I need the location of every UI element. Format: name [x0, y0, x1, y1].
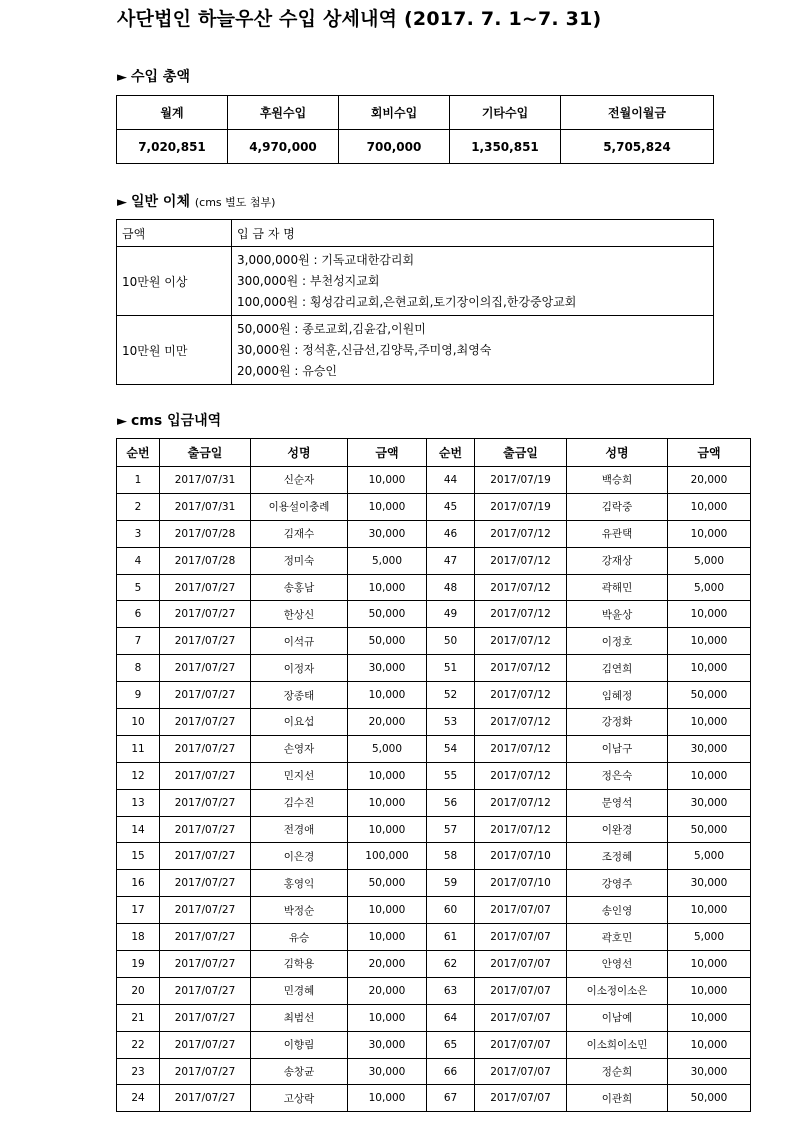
cell-date: 2017/07/27 [160, 897, 251, 924]
cell-name: 손영자 [251, 735, 348, 762]
cell-date: 2017/07/12 [475, 601, 567, 628]
cell-name: 곽해민 [567, 574, 668, 601]
cell-name: 고상락 [251, 1085, 348, 1112]
header-date: 출금일 [475, 439, 567, 467]
table-row [117, 247, 714, 316]
cell-seq: 53 [427, 709, 475, 736]
table-row [117, 628, 751, 655]
cell-amount: 20,000 [668, 467, 751, 494]
cell-date: 2017/07/27 [160, 628, 251, 655]
arrow-right-icon: ► [117, 70, 127, 85]
cell-date: 2017/07/19 [475, 467, 567, 494]
cell-seq: 15 [117, 843, 160, 870]
header-amount: 금액 [348, 439, 427, 467]
cell-date: 2017/07/07 [475, 1004, 567, 1031]
cell-amount: 10,000 [668, 493, 751, 520]
table-row [117, 1085, 751, 1112]
header-total: 월계 [117, 96, 228, 130]
cell-amount: 30,000 [348, 1031, 427, 1058]
table-row [117, 762, 751, 789]
cell-seq: 52 [427, 682, 475, 709]
cell-name: 이소정이소은 [567, 977, 668, 1004]
cell-seq: 51 [427, 655, 475, 682]
depositor-list [232, 316, 714, 385]
cell-seq: 9 [117, 682, 160, 709]
cell-date: 2017/07/27 [160, 1004, 251, 1031]
cell-seq: 16 [117, 870, 160, 897]
cell-name: 강정화 [567, 709, 668, 736]
cell-date: 2017/07/27 [160, 951, 251, 978]
table-header-row [117, 220, 714, 247]
table-row [117, 870, 751, 897]
table-row [117, 897, 751, 924]
cell-amount: 10,000 [668, 520, 751, 547]
cell-name: 송창균 [251, 1058, 348, 1085]
header-name: 성명 [251, 439, 348, 467]
cell-amount: 10,000 [348, 682, 427, 709]
cell-amount: 30,000 [348, 520, 427, 547]
cell-date: 2017/07/27 [160, 870, 251, 897]
cell-name: 조정혜 [567, 843, 668, 870]
cell-name: 장종태 [251, 682, 348, 709]
cell-amount: 30,000 [668, 735, 751, 762]
cell-name: 이용설이충례 [251, 493, 348, 520]
cell-name: 문영석 [567, 789, 668, 816]
cell-date: 2017/07/27 [160, 574, 251, 601]
cell-name: 강재상 [567, 547, 668, 574]
table-row [117, 574, 751, 601]
cell-date: 2017/07/12 [475, 709, 567, 736]
cell-seq: 4 [117, 547, 160, 574]
cell-seq: 49 [427, 601, 475, 628]
value-total: 7,020,851 [117, 130, 228, 164]
value-donation: 4,970,000 [228, 130, 339, 164]
cell-amount: 5,000 [668, 574, 751, 601]
header-name: 성명 [567, 439, 668, 467]
cell-seq: 6 [117, 601, 160, 628]
cell-seq: 48 [427, 574, 475, 601]
cell-amount: 10,000 [348, 816, 427, 843]
table-row [117, 951, 751, 978]
cell-name: 민지선 [251, 762, 348, 789]
cell-date: 2017/07/12 [475, 547, 567, 574]
depositor-line: 30,000원 : 정석훈,신금선,김양묵,주미영,최영숙 [237, 342, 492, 357]
cell-date: 2017/07/07 [475, 897, 567, 924]
cell-amount: 20,000 [348, 951, 427, 978]
cell-amount: 10,000 [668, 1031, 751, 1058]
cell-seq: 8 [117, 655, 160, 682]
cell-date: 2017/07/28 [160, 547, 251, 574]
cell-seq: 45 [427, 493, 475, 520]
header-depositor: 입 금 자 명 [232, 220, 714, 247]
arrow-right-icon: ► [117, 414, 127, 429]
cell-name: 김수진 [251, 789, 348, 816]
cell-amount: 10,000 [668, 897, 751, 924]
header-seq: 순번 [117, 439, 160, 467]
cell-date: 2017/07/27 [160, 1058, 251, 1085]
table-header-row [117, 96, 714, 130]
cell-seq: 18 [117, 924, 160, 951]
cell-seq: 47 [427, 547, 475, 574]
cell-seq: 12 [117, 762, 160, 789]
cell-date: 2017/07/07 [475, 977, 567, 1004]
cell-amount: 50,000 [348, 601, 427, 628]
cell-amount: 10,000 [348, 467, 427, 494]
table-row [117, 316, 714, 385]
cell-date: 2017/07/31 [160, 467, 251, 494]
cell-name: 전경애 [251, 816, 348, 843]
header-membership: 회비수입 [339, 96, 450, 130]
section-note: (cms 별도 첨부) [194, 196, 276, 209]
cell-amount: 10,000 [668, 762, 751, 789]
cell-seq: 2 [117, 493, 160, 520]
page-title: 사단법인 하늘우산 수입 상세내역 (2017. 7. 1~7. 31) [117, 8, 602, 30]
cell-date: 2017/07/31 [160, 493, 251, 520]
cell-date: 2017/07/27 [160, 655, 251, 682]
cell-seq: 60 [427, 897, 475, 924]
cell-amount: 10,000 [348, 493, 427, 520]
cell-date: 2017/07/12 [475, 735, 567, 762]
cell-name: 최범선 [251, 1004, 348, 1031]
cell-amount: 20,000 [348, 709, 427, 736]
cell-amount: 10,000 [348, 1085, 427, 1112]
cell-name: 신순자 [251, 467, 348, 494]
cell-date: 2017/07/27 [160, 843, 251, 870]
cell-amount: 50,000 [668, 682, 751, 709]
cell-amount: 10,000 [348, 789, 427, 816]
cell-name: 이은경 [251, 843, 348, 870]
table-row [117, 924, 751, 951]
table-row [117, 735, 751, 762]
cell-name: 강영주 [567, 870, 668, 897]
cell-date: 2017/07/12 [475, 655, 567, 682]
table-row [117, 977, 751, 1004]
cell-amount: 100,000 [348, 843, 427, 870]
cell-name: 이요섭 [251, 709, 348, 736]
cell-date: 2017/07/12 [475, 762, 567, 789]
section-title: cms 입금내역 [131, 413, 222, 429]
value-carryover: 5,705,824 [561, 130, 714, 164]
cell-seq: 55 [427, 762, 475, 789]
cell-date: 2017/07/27 [160, 1031, 251, 1058]
cell-name: 곽호민 [567, 924, 668, 951]
cell-date: 2017/07/27 [160, 977, 251, 1004]
cell-amount: 5,000 [668, 547, 751, 574]
cell-date: 2017/07/12 [475, 520, 567, 547]
arrow-right-icon: ► [117, 195, 127, 210]
amount-range-label: 10만원 이상 [117, 247, 232, 316]
header-seq: 순번 [427, 439, 475, 467]
cell-seq: 58 [427, 843, 475, 870]
cell-amount: 10,000 [668, 628, 751, 655]
cell-seq: 61 [427, 924, 475, 951]
table-row [117, 1004, 751, 1031]
cell-seq: 10 [117, 709, 160, 736]
cell-name: 이석규 [251, 628, 348, 655]
cell-name: 이소희이소민 [567, 1031, 668, 1058]
cell-seq: 14 [117, 816, 160, 843]
cell-name: 정은숙 [567, 762, 668, 789]
cell-date: 2017/07/10 [475, 870, 567, 897]
cell-name: 이정호 [567, 628, 668, 655]
cell-date: 2017/07/27 [160, 682, 251, 709]
section-title: 일반 이체 [131, 194, 190, 210]
cell-amount: 5,000 [668, 924, 751, 951]
table-row [117, 467, 751, 494]
cell-date: 2017/07/27 [160, 735, 251, 762]
cell-seq: 11 [117, 735, 160, 762]
cell-date: 2017/07/07 [475, 951, 567, 978]
header-amount: 금액 [117, 220, 232, 247]
cell-amount: 10,000 [668, 601, 751, 628]
cell-date: 2017/07/07 [475, 924, 567, 951]
section-heading-summary [117, 66, 190, 86]
cell-date: 2017/07/12 [475, 682, 567, 709]
table-row [117, 601, 751, 628]
cell-seq: 67 [427, 1085, 475, 1112]
cell-amount: 10,000 [668, 709, 751, 736]
cell-name: 김락중 [567, 493, 668, 520]
section-title: 수입 총액 [131, 69, 190, 85]
cell-seq: 62 [427, 951, 475, 978]
cell-date: 2017/07/12 [475, 816, 567, 843]
cell-amount: 50,000 [348, 870, 427, 897]
cell-amount: 10,000 [668, 977, 751, 1004]
cell-name: 박정순 [251, 897, 348, 924]
cell-name: 이남예 [567, 1004, 668, 1031]
cell-name: 송홍남 [251, 574, 348, 601]
cell-amount: 10,000 [348, 897, 427, 924]
cell-name: 김재수 [251, 520, 348, 547]
cell-name: 정미숙 [251, 547, 348, 574]
amount-range-label: 10만원 미만 [117, 316, 232, 385]
cell-date: 2017/07/07 [475, 1058, 567, 1085]
cell-seq: 20 [117, 977, 160, 1004]
cell-seq: 50 [427, 628, 475, 655]
depositor-line: 3,000,000원 : 기독교대한감리회 [237, 252, 415, 267]
header-amount: 금액 [668, 439, 751, 467]
cell-seq: 65 [427, 1031, 475, 1058]
depositor-line: 100,000원 : 횡성감리교회,은현교회,토기장이의집,한강중앙교회 [237, 294, 577, 309]
cell-date: 2017/07/27 [160, 762, 251, 789]
cell-name: 유승 [251, 924, 348, 951]
cell-name: 이남구 [567, 735, 668, 762]
value-other: 1,350,851 [450, 130, 561, 164]
cell-amount: 30,000 [668, 1058, 751, 1085]
cell-seq: 46 [427, 520, 475, 547]
cell-seq: 21 [117, 1004, 160, 1031]
cell-name: 안영선 [567, 951, 668, 978]
cell-date: 2017/07/27 [160, 709, 251, 736]
cell-name: 박윤상 [567, 601, 668, 628]
cell-name: 김연희 [567, 655, 668, 682]
cell-amount: 10,000 [668, 1004, 751, 1031]
cell-amount: 10,000 [348, 1004, 427, 1031]
header-date: 출금일 [160, 439, 251, 467]
cell-seq: 63 [427, 977, 475, 1004]
table-row [117, 493, 751, 520]
table-row [117, 789, 751, 816]
cell-seq: 19 [117, 951, 160, 978]
cell-name: 이관희 [567, 1085, 668, 1112]
header-carryover: 전월이월금 [561, 96, 714, 130]
table-header-row [117, 439, 751, 467]
cell-name: 민경혜 [251, 977, 348, 1004]
cell-date: 2017/07/27 [160, 601, 251, 628]
cell-seq: 22 [117, 1031, 160, 1058]
depositor-line: 300,000원 : 부천성지교회 [237, 273, 380, 288]
table-row [117, 130, 714, 164]
cell-amount: 50,000 [348, 628, 427, 655]
cell-name: 이완경 [567, 816, 668, 843]
cell-amount: 5,000 [668, 843, 751, 870]
depositor-line: 50,000원 : 종로교회,김윤갑,이원미 [237, 321, 426, 336]
cell-name: 유관택 [567, 520, 668, 547]
cell-seq: 54 [427, 735, 475, 762]
cell-amount: 10,000 [348, 762, 427, 789]
cell-amount: 50,000 [668, 816, 751, 843]
cell-seq: 24 [117, 1085, 160, 1112]
cell-amount: 30,000 [348, 1058, 427, 1085]
cell-name: 한상신 [251, 601, 348, 628]
cell-seq: 3 [117, 520, 160, 547]
depositor-line: 20,000원 : 유승인 [237, 363, 338, 378]
cell-seq: 64 [427, 1004, 475, 1031]
table-row [117, 1031, 751, 1058]
cell-name: 이향림 [251, 1031, 348, 1058]
cell-date: 2017/07/27 [160, 816, 251, 843]
cell-name: 이정자 [251, 655, 348, 682]
table-row [117, 682, 751, 709]
cell-date: 2017/07/27 [160, 1085, 251, 1112]
cell-name: 백승희 [567, 467, 668, 494]
cell-seq: 44 [427, 467, 475, 494]
cell-name: 홍영익 [251, 870, 348, 897]
table-row [117, 709, 751, 736]
cell-name: 임혜정 [567, 682, 668, 709]
cell-amount: 10,000 [668, 951, 751, 978]
cell-name: 김학용 [251, 951, 348, 978]
section-heading-transfer [117, 191, 275, 211]
cell-name: 송인영 [567, 897, 668, 924]
header-donation: 후원수입 [228, 96, 339, 130]
cell-date: 2017/07/27 [160, 924, 251, 951]
cell-seq: 56 [427, 789, 475, 816]
cell-name: 정순희 [567, 1058, 668, 1085]
cms-table-body [117, 467, 751, 1112]
value-membership: 700,000 [339, 130, 450, 164]
cell-date: 2017/07/27 [160, 789, 251, 816]
cell-date: 2017/07/12 [475, 574, 567, 601]
table-row [117, 520, 751, 547]
cell-amount: 20,000 [348, 977, 427, 1004]
cell-seq: 7 [117, 628, 160, 655]
cell-amount: 30,000 [668, 789, 751, 816]
cell-seq: 13 [117, 789, 160, 816]
cell-date: 2017/07/10 [475, 843, 567, 870]
cell-amount: 5,000 [348, 547, 427, 574]
cell-amount: 50,000 [668, 1085, 751, 1112]
cell-date: 2017/07/28 [160, 520, 251, 547]
cell-date: 2017/07/19 [475, 493, 567, 520]
cell-amount: 30,000 [348, 655, 427, 682]
header-other: 기타수입 [450, 96, 561, 130]
table-row [117, 655, 751, 682]
cell-seq: 66 [427, 1058, 475, 1085]
cell-date: 2017/07/07 [475, 1031, 567, 1058]
table-row [117, 816, 751, 843]
cell-seq: 5 [117, 574, 160, 601]
cell-amount: 10,000 [348, 574, 427, 601]
cell-seq: 59 [427, 870, 475, 897]
cell-seq: 1 [117, 467, 160, 494]
cell-date: 2017/07/07 [475, 1085, 567, 1112]
cell-seq: 23 [117, 1058, 160, 1085]
cell-date: 2017/07/12 [475, 628, 567, 655]
cell-amount: 5,000 [348, 735, 427, 762]
cell-seq: 17 [117, 897, 160, 924]
table-row [117, 547, 751, 574]
cell-amount: 30,000 [668, 870, 751, 897]
table-row [117, 843, 751, 870]
transfer-table [116, 219, 714, 385]
depositor-list [232, 247, 714, 316]
table-row [117, 1058, 751, 1085]
section-heading-cms [117, 410, 221, 430]
cell-amount: 10,000 [668, 655, 751, 682]
cell-date: 2017/07/12 [475, 789, 567, 816]
cms-table [116, 438, 751, 1112]
cell-seq: 57 [427, 816, 475, 843]
summary-table [116, 95, 714, 164]
cell-amount: 10,000 [348, 924, 427, 951]
